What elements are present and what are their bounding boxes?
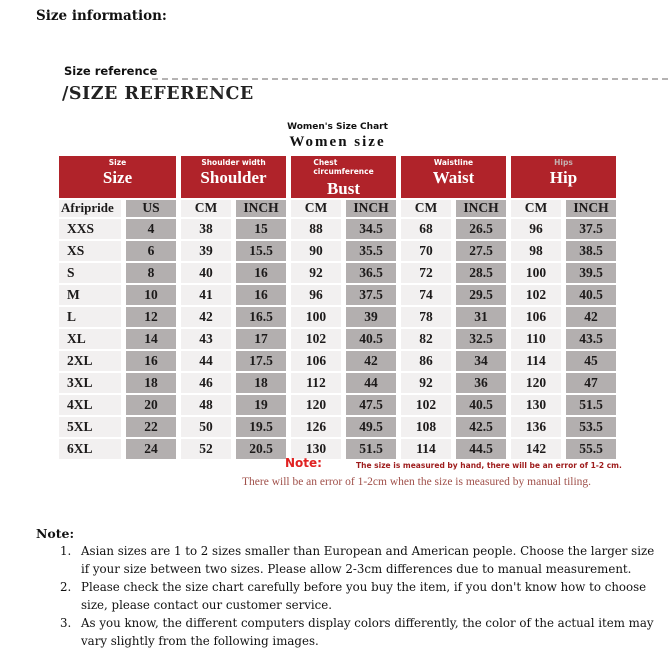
measurement-cell: 100: [511, 263, 561, 283]
measurement-cell: 106: [291, 351, 341, 371]
size-label-cell: 2XL: [59, 351, 121, 371]
table-row: [59, 263, 616, 283]
unit-header-cell: CM: [181, 200, 231, 217]
dashed-divider: [152, 78, 668, 80]
measurement-cell: 39: [181, 241, 231, 261]
measurement-cell: 52: [181, 439, 231, 459]
group-header-big-label: Hip: [549, 167, 578, 187]
measurement-cell: 32.5: [456, 329, 506, 349]
group-header-bust: [291, 156, 396, 198]
measurement-cell: 53.5: [566, 417, 616, 437]
measurement-cell: 40.5: [566, 285, 616, 305]
table-unit-header-row: [59, 200, 616, 217]
group-header-small-label: Waistline: [433, 158, 474, 167]
measurement-cell: 45: [566, 351, 616, 371]
measurement-cell: 68: [401, 219, 451, 239]
table-row: [59, 285, 616, 305]
bottom-note-item: [60, 615, 666, 650]
measurement-cell: 102: [291, 329, 341, 349]
unit-header-cell: INCH: [346, 200, 396, 217]
bottom-note-item-text: As you know, the different computers display colors differently, the color of the actual item may vary slightly from the following images.: [81, 616, 654, 648]
measurement-cell: 20.5: [236, 439, 286, 459]
table-note-text: The size is measured by hand, there will be an error of 1-2 cm.: [356, 461, 622, 470]
measurement-cell: 42: [346, 351, 396, 371]
table-row: [59, 241, 616, 261]
group-header-small-label: Hips: [554, 158, 573, 167]
page-title: Size information:: [36, 8, 167, 24]
measurement-cell: 114: [511, 351, 561, 371]
measurement-cell: 26.5: [456, 219, 506, 239]
measurement-cell: 39.5: [566, 263, 616, 283]
measurement-cell: 46: [181, 373, 231, 393]
measurement-cell: 142: [511, 439, 561, 459]
measurement-cell: 15: [236, 219, 286, 239]
measurement-cell: 4: [126, 219, 176, 239]
table-row: [59, 329, 616, 349]
size-label-cell: 6XL: [59, 439, 121, 459]
table-row: [59, 395, 616, 415]
bottom-note-item-text: Asian sizes are 1 to 2 sizes smaller than European and American people. Choose the larger size if your size between two sizes. Please allow 2-3cm differences due to manual measurement.: [81, 544, 655, 576]
women-size-title: Women size: [289, 134, 386, 150]
measurement-cell: 51.5: [566, 395, 616, 415]
measurement-cell: 114: [401, 439, 451, 459]
measurement-cell: 102: [511, 285, 561, 305]
unit-header-cell: INCH: [566, 200, 616, 217]
measurement-cell: 19: [236, 395, 286, 415]
measurement-cell: 28.5: [456, 263, 506, 283]
group-header-big-label: Size: [102, 167, 133, 187]
measurement-cell: 50: [181, 417, 231, 437]
bottom-note-item-number: 1.: [60, 544, 72, 558]
measurement-cell: 29.5: [456, 285, 506, 305]
measurement-cell: 16.5: [236, 307, 286, 327]
unit-header-cell: CM: [511, 200, 561, 217]
measurement-cell: 43.5: [566, 329, 616, 349]
measurement-cell: 20: [126, 395, 176, 415]
measurement-cell: 47.5: [346, 395, 396, 415]
measurement-cell: 110: [511, 329, 561, 349]
unit-header-cell: INCH: [236, 200, 286, 217]
table-row: [59, 439, 616, 459]
bottom-note-list: [60, 543, 666, 652]
size-label-cell: 5XL: [59, 417, 121, 437]
measurement-cell: 16: [126, 351, 176, 371]
bottom-note-item: [60, 543, 666, 578]
measurement-cell: 130: [291, 439, 341, 459]
size-label-cell: XXS: [59, 219, 121, 239]
group-header-small-label: Chest circumference: [313, 158, 374, 176]
measurement-cell: 48: [181, 395, 231, 415]
measurement-cell: 15.5: [236, 241, 286, 261]
group-header-big-label: Waist: [432, 167, 475, 187]
measurement-cell: 120: [291, 395, 341, 415]
table-note-label: Note:: [285, 456, 322, 470]
measurement-cell: 31: [456, 307, 506, 327]
bottom-note-item-text: Please check the size chart carefully before you buy the item, if you don't know how to choose size, please contact our customer service.: [81, 580, 647, 612]
measurement-cell: 40.5: [346, 329, 396, 349]
measurement-cell: 24: [126, 439, 176, 459]
measurement-cell: 18: [236, 373, 286, 393]
measurement-cell: 43: [181, 329, 231, 349]
measurement-cell: 44: [346, 373, 396, 393]
size-reference-big-heading: /SIZE REFERENCE: [62, 84, 254, 104]
measurement-cell: 34: [456, 351, 506, 371]
size-reference-small-heading: Size reference: [64, 64, 158, 78]
brand-header-cell: Afripride: [59, 200, 121, 217]
measurement-cell: 86: [401, 351, 451, 371]
unit-header-cell: CM: [291, 200, 341, 217]
measurement-cell: 17: [236, 329, 286, 349]
measurement-cell: 49.5: [346, 417, 396, 437]
measurement-cell: 41: [181, 285, 231, 305]
group-header-small-label: Size: [108, 158, 127, 167]
table-group-header-row: [59, 156, 616, 198]
measurement-cell: 19.5: [236, 417, 286, 437]
measurement-cell: 100: [291, 307, 341, 327]
measurement-cell: 92: [291, 263, 341, 283]
measurement-cell: 36: [456, 373, 506, 393]
measurement-cell: 136: [511, 417, 561, 437]
size-label-cell: L: [59, 307, 121, 327]
measurement-cell: 14: [126, 329, 176, 349]
measurement-cell: 78: [401, 307, 451, 327]
group-header-waist: [401, 156, 506, 198]
bottom-note-item-number: 3.: [60, 616, 72, 631]
measurement-cell: 16: [236, 285, 286, 305]
measurement-cell: 38.5: [566, 241, 616, 261]
measurement-cell: 44.5: [456, 439, 506, 459]
size-table: [54, 154, 621, 461]
size-label-cell: M: [59, 285, 121, 305]
measurement-cell: 12: [126, 307, 176, 327]
measurement-cell: 108: [401, 417, 451, 437]
measurement-cell: 37.5: [346, 285, 396, 305]
measurement-cell: 16: [236, 263, 286, 283]
measurement-cell: 42.5: [456, 417, 506, 437]
measurement-cell: 88: [291, 219, 341, 239]
bottom-note-item-number: 2.: [60, 580, 72, 595]
measurement-cell: 35.5: [346, 241, 396, 261]
group-header-big-label: Bust: [326, 178, 361, 198]
table-row: [59, 219, 616, 239]
group-header-big-label: Shoulder: [200, 167, 267, 187]
measurement-cell: 37.5: [566, 219, 616, 239]
table-row: [59, 307, 616, 327]
size-label-cell: 3XL: [59, 373, 121, 393]
measurement-cell: 40.5: [456, 395, 506, 415]
measurement-cell: 47: [566, 373, 616, 393]
table-row: [59, 417, 616, 437]
womens-size-chart-label: Women's Size Chart: [287, 122, 388, 132]
measurement-cell: 96: [511, 219, 561, 239]
group-header-hip: [511, 156, 616, 198]
measurement-cell: 39: [346, 307, 396, 327]
measurement-cell: 92: [401, 373, 451, 393]
measurement-cell: 22: [126, 417, 176, 437]
bottom-note-label: Note:: [36, 526, 75, 541]
measurement-cell: 51.5: [346, 439, 396, 459]
size-label-cell: S: [59, 263, 121, 283]
table-row: [59, 373, 616, 393]
unit-header-cell: INCH: [456, 200, 506, 217]
measurement-cell: 42: [566, 307, 616, 327]
measurement-cell: 10: [126, 285, 176, 305]
measurement-cell: 44: [181, 351, 231, 371]
measurement-cell: 40: [181, 263, 231, 283]
measurement-cell: 70: [401, 241, 451, 261]
group-header-size: [59, 156, 176, 198]
measurement-cell: 106: [511, 307, 561, 327]
size-label-cell: XL: [59, 329, 121, 349]
measurement-cell: 27.5: [456, 241, 506, 261]
measurement-cell: 90: [291, 241, 341, 261]
bottom-note-item: [60, 579, 666, 614]
table-note-subtext: There will be an error of 1-2cm when the size is measured by manual tiling.: [242, 476, 592, 488]
size-label-cell: 4XL: [59, 395, 121, 415]
measurement-cell: 96: [291, 285, 341, 305]
measurement-cell: 112: [291, 373, 341, 393]
measurement-cell: 6: [126, 241, 176, 261]
measurement-cell: 18: [126, 373, 176, 393]
size-table-body: [59, 219, 616, 459]
measurement-cell: 130: [511, 395, 561, 415]
measurement-cell: 102: [401, 395, 451, 415]
group-header-shoulder: [181, 156, 286, 198]
measurement-cell: 55.5: [566, 439, 616, 459]
measurement-cell: 34.5: [346, 219, 396, 239]
measurement-cell: 98: [511, 241, 561, 261]
measurement-cell: 74: [401, 285, 451, 305]
measurement-cell: 120: [511, 373, 561, 393]
measurement-cell: 82: [401, 329, 451, 349]
measurement-cell: 42: [181, 307, 231, 327]
table-row: [59, 351, 616, 371]
unit-header-cell: US: [126, 200, 176, 217]
measurement-cell: 38: [181, 219, 231, 239]
measurement-cell: 72: [401, 263, 451, 283]
measurement-cell: 126: [291, 417, 341, 437]
measurement-cell: 36.5: [346, 263, 396, 283]
unit-header-cell: CM: [401, 200, 451, 217]
group-header-small-label: Shoulder width: [201, 158, 266, 167]
measurement-cell: 8: [126, 263, 176, 283]
measurement-cell: 17.5: [236, 351, 286, 371]
size-label-cell: XS: [59, 241, 121, 261]
